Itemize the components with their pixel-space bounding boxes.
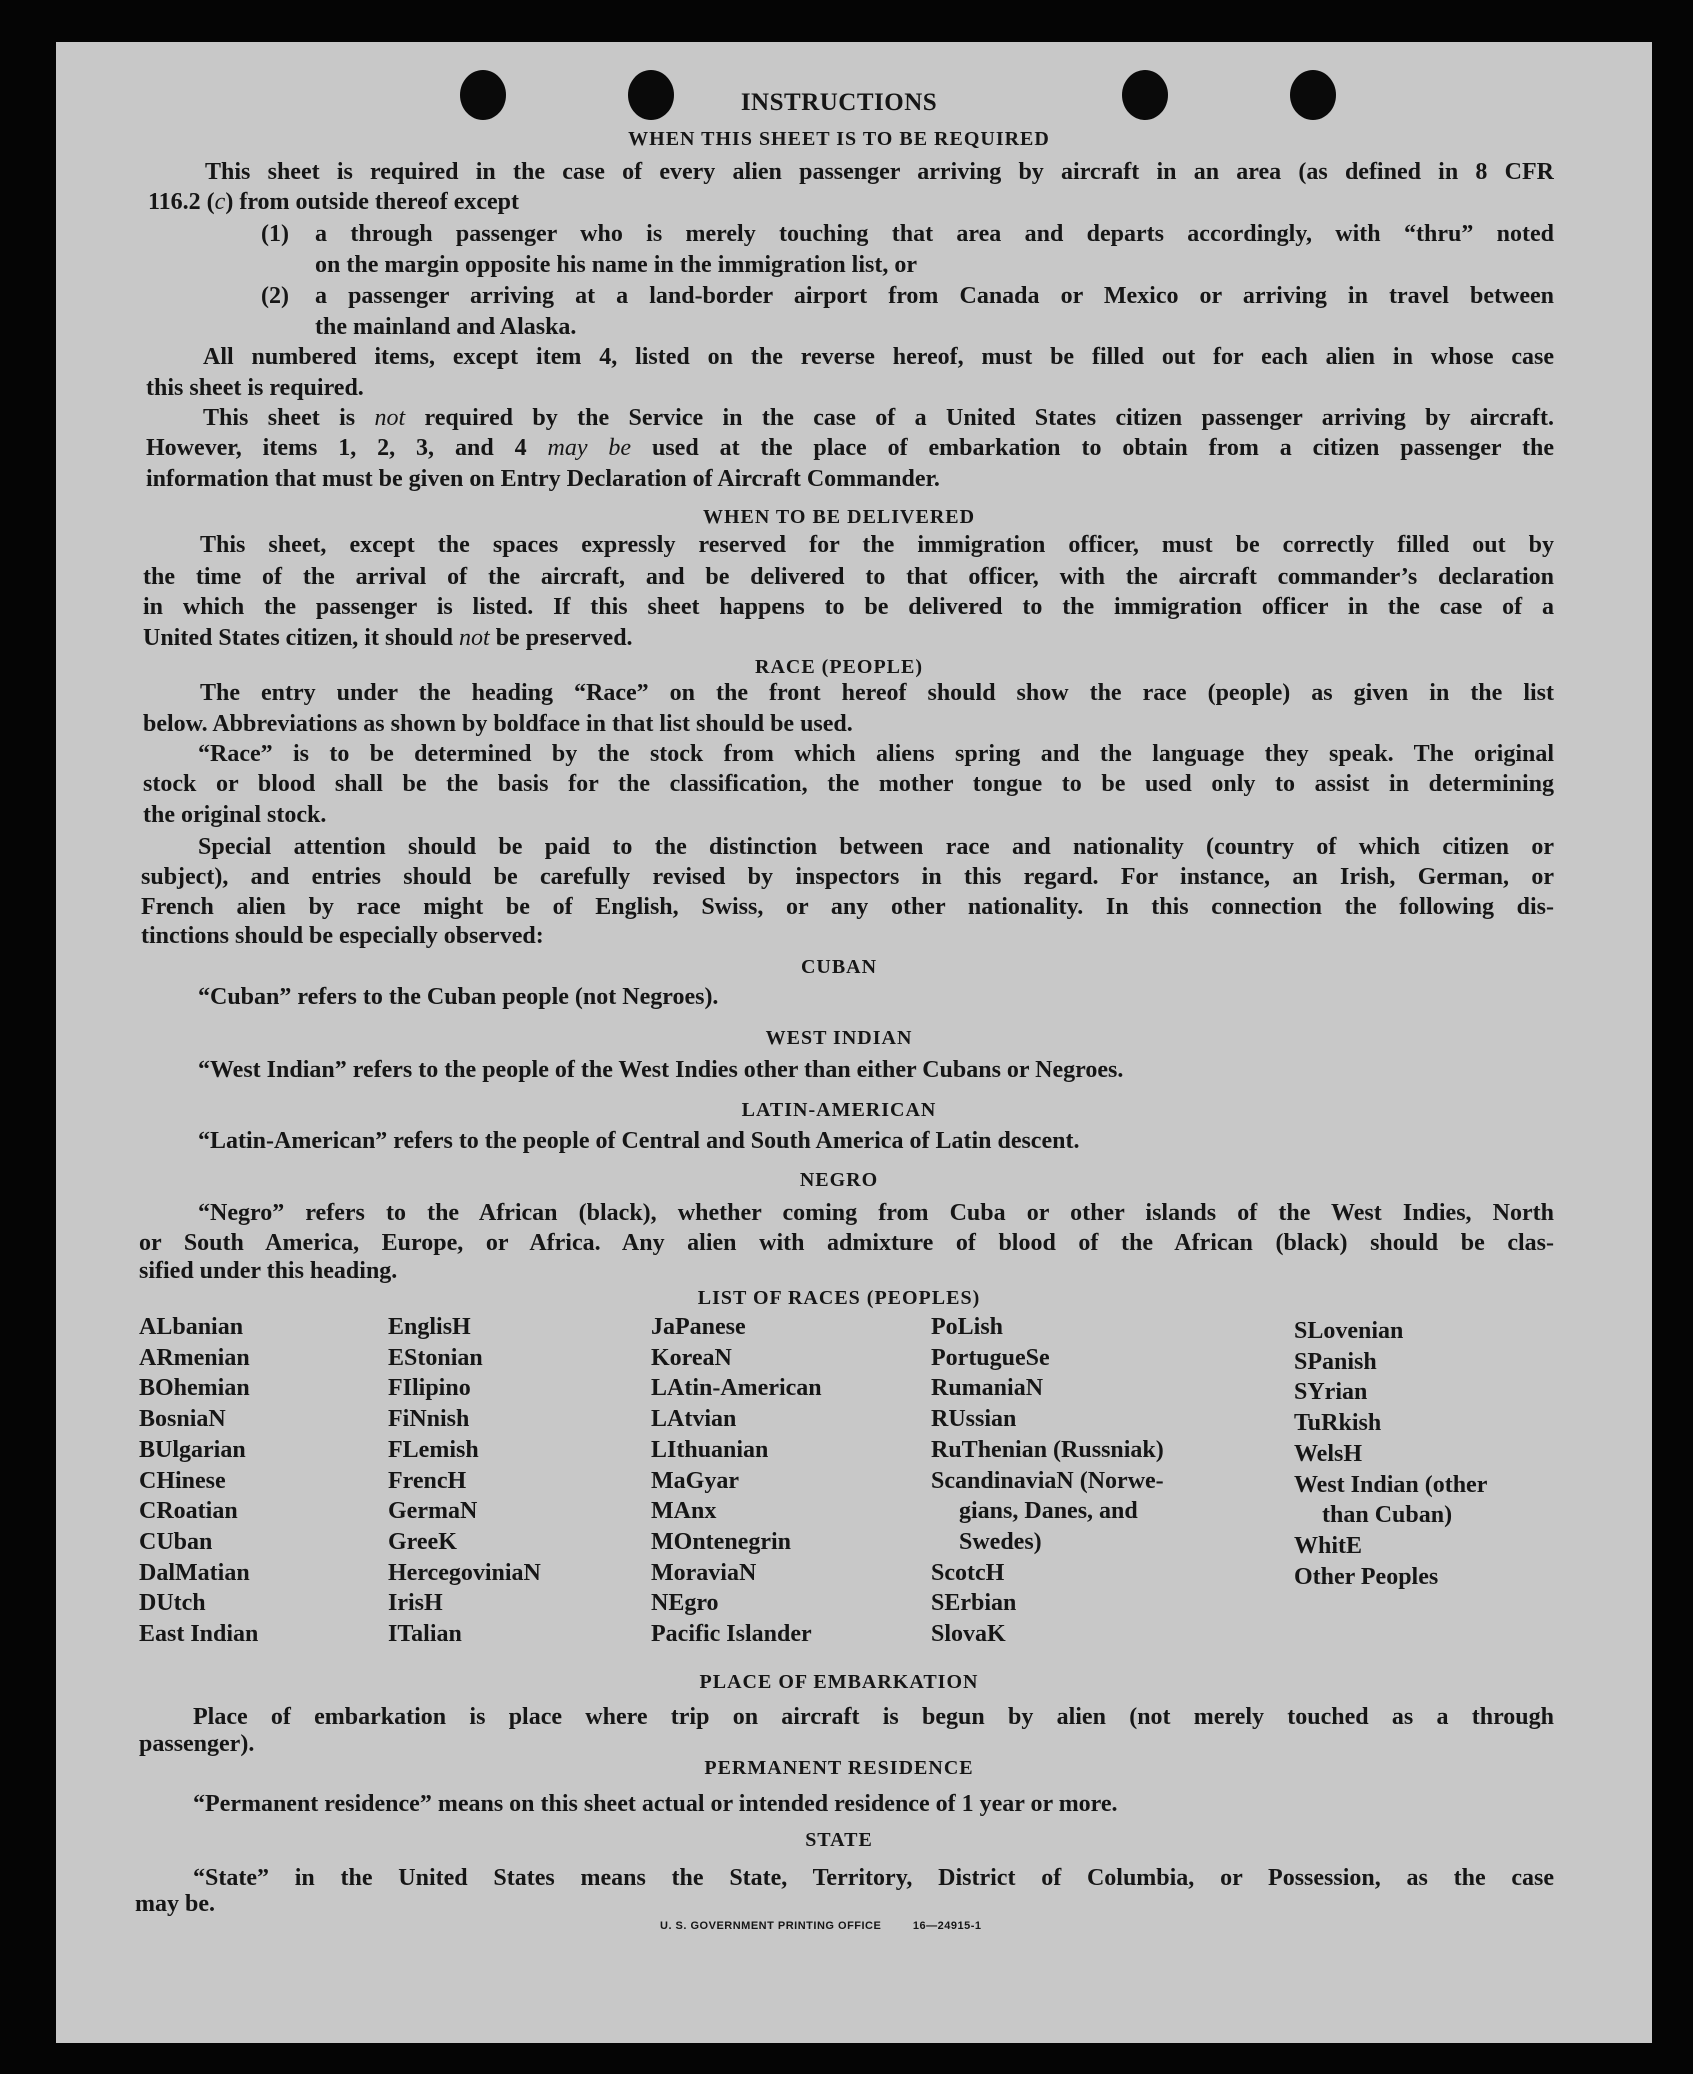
text-line: This sheet is required in the case of every alien passenger arriving by aircraft in an area (as defined in 8 CFR [205, 159, 1554, 185]
text-line: may be. [135, 1891, 215, 1917]
text-line [203, 403, 1554, 433]
text-line: WhitE [1294, 1532, 1363, 1559]
text-line: LIthuanian [651, 1436, 769, 1463]
text-line: ARmenian [139, 1344, 250, 1371]
text-line: ScotcH [931, 1559, 1005, 1586]
text-line: CUban [139, 1528, 213, 1555]
text-line: a through passenger who is merely touching that area and departs accordingly, with “thru” noted [315, 221, 1554, 247]
bold-text: boldface [493, 711, 580, 737]
text-line: “Cuban” refers to the Cuban people (not Negroes). [198, 984, 719, 1010]
section-heading: NEGRO [799, 1169, 879, 1191]
italic-text: not [459, 625, 490, 651]
section-heading: WHEN THIS SHEET IS TO BE REQUIRED [628, 128, 1050, 150]
text-line: stock or blood shall be the basis for the classification, the mother tongue to be used only to assist in determining [143, 771, 1554, 797]
text-line: The entry under the heading “Race” on the front hereof should show the race (people) as given in the list [200, 680, 1554, 706]
section-heading: PLACE OF EMBARKATION [699, 1671, 979, 1693]
text-line: GreeK [388, 1528, 457, 1555]
text-line: East Indian [139, 1621, 259, 1647]
section-heading: WEST INDIAN [765, 1027, 913, 1049]
text-line [146, 433, 1554, 463]
text-line: This sheet, except the spaces expressly reserved for the immigration officer, must be correctly filled out by [200, 532, 1554, 558]
text-line: FIlipino [388, 1375, 471, 1402]
text-line: West Indian (other [1294, 1471, 1488, 1498]
text-line: sified under this heading. [139, 1258, 398, 1284]
section-heading: LIST OF RACES (PEOPLES) [697, 1287, 981, 1309]
text-line: on the margin opposite his name in the immigration list, or [315, 252, 918, 278]
text-line [143, 623, 633, 653]
text-line: BosniaN [139, 1406, 226, 1433]
printer-imprint: U. S. GOVERNMENT PRINTING OFFICE [660, 1920, 882, 1932]
text-segment: 116.2 ( [148, 189, 215, 215]
text-line: IrisH [388, 1590, 443, 1617]
text-line: DalMatian [139, 1559, 250, 1586]
text-line: subject), and entries should be carefully revised by inspectors in this regard. For instance, an Irish, German, or [141, 864, 1554, 890]
text-line: RumaniaN [931, 1375, 1044, 1402]
text-line: FrencH [388, 1467, 467, 1494]
text-line: “West Indian” refers to the people of the West Indies other than either Cubans or Negroes. [198, 1057, 1124, 1083]
text-line: passenger). [139, 1731, 255, 1757]
text-line: “State” in the United States means the State, Territory, District of Columbia, or Possession, as the case [193, 1865, 1554, 1891]
item-number: (1) [261, 221, 289, 247]
text-line: EStonian [388, 1344, 483, 1371]
text-line: in which the passenger is listed. If this sheet happens to be delivered to the immigration officer in the case of a [143, 594, 1554, 620]
text-line: Other Peoples [1294, 1563, 1439, 1590]
text-line: GermaN [388, 1498, 478, 1525]
text-line: WelsH [1294, 1440, 1363, 1467]
text-line: the time of the arrival of the aircraft, and be delivered to that officer, with the aircraft commander’s declaration [143, 564, 1554, 590]
text-line: tinctions should be especially observed: [141, 923, 544, 949]
form-number: 16—24915-1 [912, 1920, 982, 1932]
text-line [148, 187, 519, 217]
text-line: SPanish [1294, 1348, 1377, 1375]
text-segment: required by the Service in the case of a United States citizen passenger arriving by aircraft. [405, 405, 1554, 431]
section-heading: CUBAN [800, 956, 878, 978]
text-line: PoLish [931, 1314, 1004, 1340]
text-line: SErbian [931, 1590, 1017, 1617]
page-title: INSTRUCTIONS [740, 89, 938, 116]
text-line: ITalian [388, 1621, 462, 1647]
text-line: MAnx [651, 1498, 717, 1525]
text-segment: be preserved. [489, 625, 633, 651]
text-line: or South America, Europe, or Africa. Any alien with admixture of blood of the African (black) should be clas- [139, 1230, 1554, 1256]
text-line: EnglisH [388, 1314, 471, 1340]
footer [660, 1920, 1010, 1932]
text-line: BOhemian [139, 1375, 250, 1402]
text-line: RuThenian (Russniak) [931, 1436, 1164, 1463]
text-line: Swedes) [959, 1528, 1042, 1555]
text-line [143, 709, 853, 739]
text-line: Special attention should be paid to the distinction between race and nationality (country of which citizen or [198, 834, 1554, 860]
text-line: ALbanian [139, 1314, 244, 1340]
section-heading: WHEN TO BE DELIVERED [702, 506, 976, 528]
text-line: LAtin-American [651, 1375, 822, 1402]
text-segment: However, items 1, 2, 3, and 4 [146, 435, 548, 461]
text-line: the original stock. [143, 802, 327, 828]
text-line: BUlgarian [139, 1436, 246, 1463]
text-line: SYrian [1294, 1379, 1368, 1406]
text-line: a passenger arriving at a land-border airport from Canada or Mexico or arriving in travel between [315, 283, 1554, 309]
text-line: Place of embarkation is place where trip on aircraft is begun by alien (not merely touched as a through [193, 1704, 1554, 1730]
text-segment: This sheet is [203, 405, 375, 431]
text-segment: below. Abbreviations as shown by [143, 711, 494, 737]
text-line: French alien by race might be of English, Swiss, or any other nationality. In this connection the following dis- [141, 894, 1554, 920]
text-line: “Negro” refers to the African (black), whether coming from Cuba or other islands of the West Indies, North [198, 1200, 1554, 1226]
section-heading: PERMANENT RESIDENCE [704, 1757, 974, 1779]
section-heading: STATE [805, 1829, 873, 1851]
text-line: “Permanent residence” means on this sheet actual or intended residence of 1 year or more. [193, 1791, 1118, 1817]
item-number: (2) [261, 283, 289, 309]
text-line: CRoatian [139, 1498, 238, 1525]
text-segment: United States citizen, it should [143, 625, 460, 651]
text-line: JaPanese [651, 1314, 746, 1340]
text-line: than Cuban) [1322, 1502, 1453, 1529]
italic-text: not [374, 405, 406, 431]
text-line: SLovenian [1294, 1318, 1404, 1344]
text-line: ScandinaviaN (Norwe- [931, 1467, 1164, 1494]
text-line: “Race” is to be determined by the stock from which aliens spring and the language they speak. The original [198, 741, 1554, 767]
text-line: All numbered items, except item 4, listed on the reverse hereof, must be filled out for each alien in whose case [203, 344, 1554, 370]
text-line: KoreaN [651, 1344, 732, 1371]
section-heading: LATIN-AMERICAN [741, 1099, 937, 1121]
text-line: information that must be given on Entry Declaration of Aircraft Commander. [146, 466, 940, 492]
italic-text: c [214, 189, 226, 215]
text-line: “Latin-American” refers to the people of Central and South America of Latin descent. [198, 1128, 1080, 1154]
text-line: the mainland and Alaska. [315, 314, 577, 340]
text-line: DUtch [139, 1590, 206, 1617]
text-line: SlovaK [931, 1621, 1006, 1647]
text-line: FLemish [388, 1436, 479, 1463]
text-line: HercegoviniaN [388, 1559, 541, 1586]
text-segment: in that list should be used. [580, 711, 853, 737]
text-line: LAtvian [651, 1406, 737, 1433]
text-line: TuRkish [1294, 1410, 1382, 1437]
text-line: NEgro [651, 1590, 719, 1617]
text-line: PortugueSe [931, 1344, 1050, 1371]
text-line: Pacific Islander [651, 1621, 812, 1647]
italic-text: may be [547, 435, 632, 461]
text-line: this sheet is required. [146, 375, 364, 401]
text-line: MoraviaN [651, 1559, 757, 1586]
text-line: CHinese [139, 1467, 226, 1494]
text-segment: ) from outside thereof except [225, 189, 520, 215]
text-line: MOntenegrin [651, 1528, 791, 1555]
text-line: gians, Danes, and [959, 1498, 1138, 1525]
text-line: FiNnish [388, 1406, 470, 1433]
text-line: RUssian [931, 1406, 1017, 1433]
text-line: MaGyar [651, 1467, 739, 1494]
section-heading: RACE (PEOPLE) [755, 656, 923, 678]
text-segment: used at the place of embarkation to obtain from a citizen passenger the [631, 435, 1554, 461]
